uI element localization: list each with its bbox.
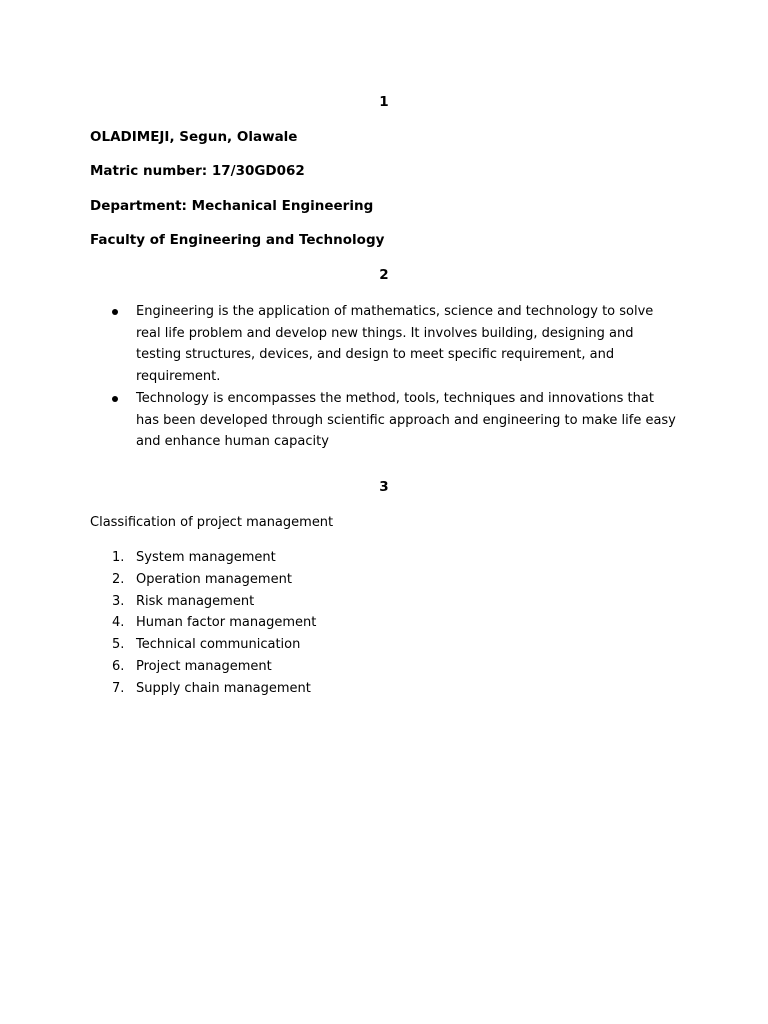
definitions-list bbox=[90, 301, 680, 453]
matric-number: Matric number: 17/30GD062 bbox=[90, 163, 305, 179]
section-1-number: 1 bbox=[379, 94, 389, 110]
bullet-item-technology bbox=[90, 388, 680, 453]
list-text: System management bbox=[136, 550, 276, 565]
list-text: Project management bbox=[136, 658, 272, 674]
list-item bbox=[90, 634, 316, 656]
list-item bbox=[90, 547, 316, 569]
list-text: Technical communication bbox=[136, 637, 301, 653]
list-item bbox=[90, 591, 316, 613]
classification-list bbox=[90, 547, 316, 700]
department: Department: Mechanical Engineering bbox=[90, 198, 374, 214]
list-text: Risk management bbox=[136, 593, 255, 609]
list-number: 7. bbox=[112, 680, 125, 696]
list-number: 1. bbox=[112, 550, 125, 565]
bullet-icon bbox=[112, 309, 118, 315]
list-number: 5. bbox=[112, 637, 125, 653]
list-item bbox=[90, 612, 316, 634]
list-item bbox=[90, 569, 316, 591]
list-text: Supply chain management bbox=[136, 680, 311, 696]
list-item bbox=[90, 678, 316, 700]
bullet-item-engineering bbox=[90, 301, 680, 388]
list-number: 4. bbox=[112, 615, 125, 631]
section-2-number: 2 bbox=[379, 267, 389, 283]
list-item bbox=[90, 656, 316, 678]
bullet-text: Technology is encompasses the method, tools, techniques and innovations that has been developed through scientific approach and engineering to make life easy and enhance human capacity bbox=[136, 390, 676, 450]
faculty: Faculty of Engineering and Technology bbox=[90, 232, 385, 248]
list-number: 6. bbox=[112, 658, 125, 674]
bullet-icon bbox=[112, 396, 118, 402]
list-text: Human factor management bbox=[136, 615, 317, 631]
list-number: 2. bbox=[112, 571, 125, 587]
section-3-number: 3 bbox=[379, 479, 389, 495]
bullet-text: Engineering is the application of mathematics, science and technology to solve real life problem and develop new things. It involves building, designing and testing structures, devices, and design to meet specific requirement, and requirement. bbox=[136, 304, 654, 385]
student-name: OLADIMEJI, Segun, Olawale bbox=[90, 129, 298, 145]
list-text: Operation management bbox=[136, 571, 292, 587]
classification-intro: Classification of project management bbox=[90, 515, 334, 530]
list-number: 3. bbox=[112, 593, 125, 609]
